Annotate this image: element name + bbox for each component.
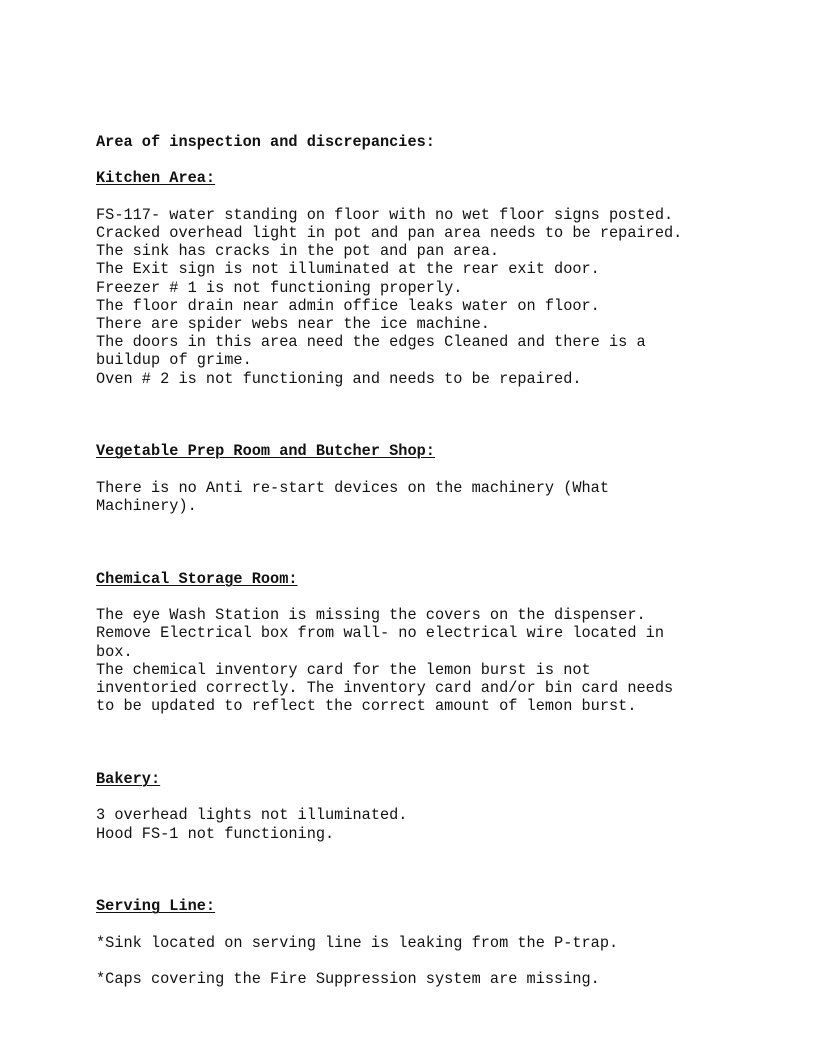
discrepancy-item: Cracked overhead light in pot and pan area needs to be repaired.: [96, 223, 683, 242]
discrepancy-item: There are spider webs near the ice machine.: [96, 315, 490, 333]
discrepancy-item: Remove Electrical box from wall- no electrical wire located in box.: [96, 624, 664, 661]
discrepancy-item: *Caps covering the Fire Suppression system are missing.: [96, 970, 600, 989]
discrepancy-item: Oven # 2 is not functioning and needs to be repaired.: [96, 369, 582, 388]
discrepancy-item: Hood FS-1 not functioning.: [96, 824, 335, 843]
discrepancy-item: The eye Wash Station is missing the covers on the dispenser.: [96, 606, 646, 625]
discrepancy-item: The floor drain near admin office leaks water on floor.: [96, 296, 600, 315]
discrepancy-item: 3 overhead lights not illuminated.: [96, 806, 408, 825]
section-heading: Vegetable Prep Room and Butcher Shop:: [96, 442, 435, 461]
section-chemical-storage-room: [96, 570, 691, 716]
discrepancy-item: The Exit sign is not illuminated at the rear exit door.: [96, 260, 600, 279]
discrepancy-item: The doors in this area need the edges Cleaned and there is a buildup of grime.: [96, 333, 646, 370]
document-page: [96, 133, 691, 1043]
section-vegetable-prep-room: [96, 442, 691, 515]
section-heading: Chemical Storage Room:: [96, 569, 298, 588]
section-serving-line: [96, 897, 691, 988]
discrepancy-item: The sink has cracks in the pot and pan area.: [96, 242, 500, 261]
discrepancy-item: FS-117- water standing on floor with no wet floor signs posted.: [96, 205, 674, 224]
document-title: Area of inspection and discrepancies:: [96, 133, 435, 151]
discrepancy-item: *Sink located on serving line is leaking from the P-trap.: [96, 933, 619, 952]
section-heading: Serving Line:: [96, 897, 216, 916]
section-heading: Bakery:: [96, 770, 161, 788]
section-kitchen-area: [96, 169, 691, 387]
section-heading: Kitchen Area:: [96, 169, 216, 188]
discrepancy-item: There is no Anti re-start devices on the machinery (What Machinery).: [96, 478, 610, 515]
section-bakery: [96, 770, 691, 843]
discrepancy-item: Freezer # 1 is not functioning properly.: [96, 278, 463, 297]
discrepancy-item: The chemical inventory card for the lemon burst is not inventoried correctly. The inventory card and/or bin card needs to be updated to reflect the correct amount of lemon burst.: [96, 660, 674, 716]
